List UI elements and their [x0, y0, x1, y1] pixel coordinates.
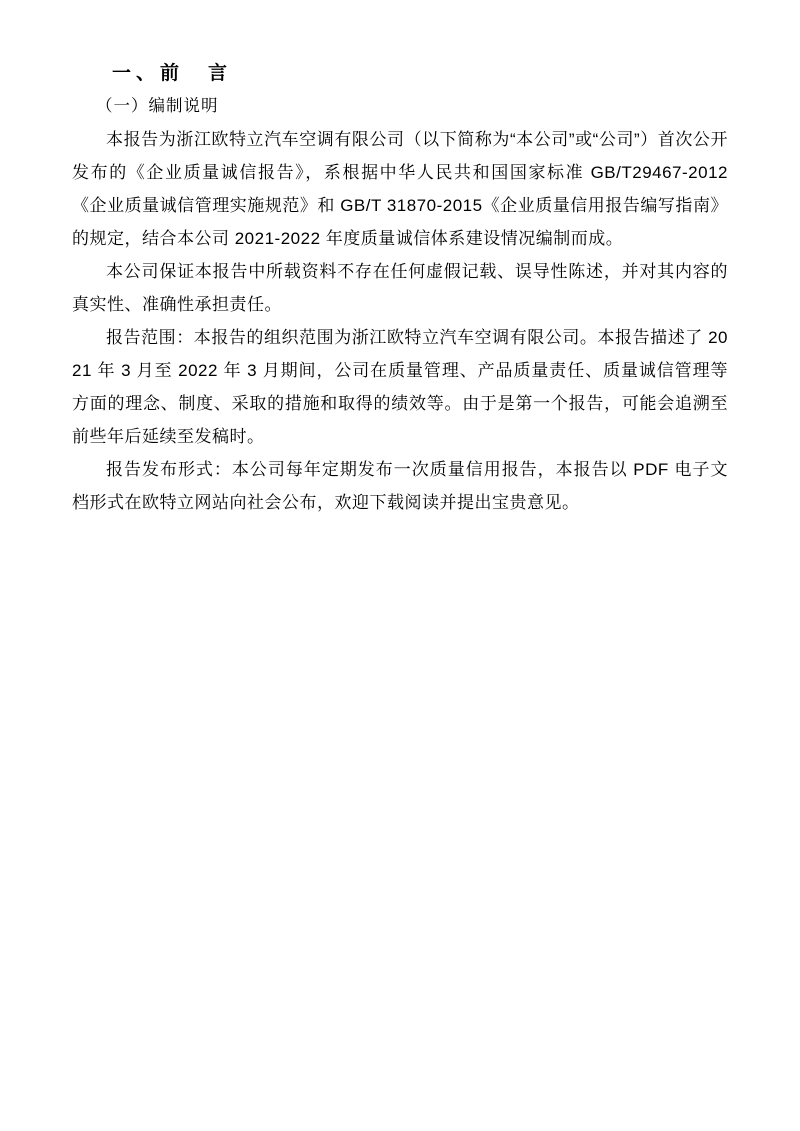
- paragraph-scope: 报告范围：本报告的组织范围为浙江欧特立汽车空调有限公司。本报告描述了 2021 年 3 月至 2022 年 3 月期间，公司在质量管理、产品质量责任、质量诚信管理等方面的理念、制度、采取的措施和取得的绩效等。由于是第一个报告，可能会追溯至前些年后延续至发稿时。: [72, 328, 728, 446]
- paragraph-assurance: 本公司保证本报告中所载资料不存在任何虚假记载、误导性陈述，并对其内容的真实性、准确性承担责任。: [72, 262, 728, 314]
- paragraph-publication: 报告发布形式：本公司每年定期发布一次质量信用报告，本报告以 PDF 电子文档形式在欧特立网站向社会公布，欢迎下载阅读并提出宝贵意见。: [72, 460, 728, 512]
- section-heading: （一）编制说明: [96, 97, 219, 115]
- chapter-title: 一、前 言: [112, 63, 233, 84]
- paragraph-intro: 本报告为浙江欧特立汽车空调有限公司（以下简称为“本公司”或“公司”）首次公开发布的《企业质量诚信报告》，系根据中华人民共和国国家标准 GB/T29467-2012《企业质量诚信管理实施规范》和 GB/T 31870-2015《企业质量信用报告编写指南》的规定，结合本公司 2021-2022 年度质量诚信体系建设情况编制而成。: [72, 130, 728, 248]
